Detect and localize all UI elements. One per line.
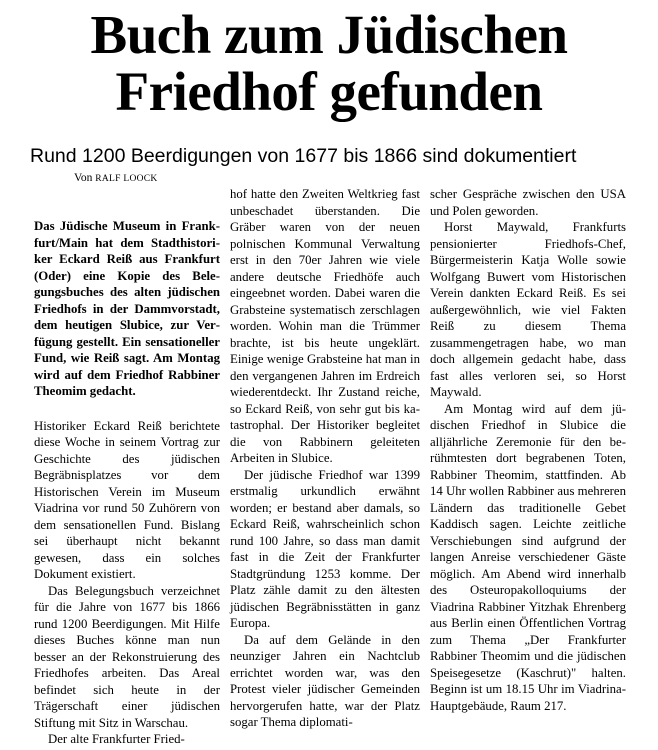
article-column-1	[34, 218, 220, 748]
body-paragraph: hof hatte den Zweiten Weltkrieg fast unbeschadet überstanden. Die Gräber waren von der neuen polnischen Kommunal Verwaltung erst in den 70er Jahren wie viele andere deutsche Friedhöfe auch eingeebnet worden. Dabei waren die Grabsteine systematisch zerschlagen worden. Wohin man die Trümmer brachte, ist bis heute ungeklärt. Einige wenige Grabsteine hat man in den vergangenen Jahren im Erdreich wiederentdeckt. Ihr Zustand reiche, so Eckard Reiß, von sehr gut bis katastrophal. Der Historiker begleitet die von Rabbinern geleiteten Arbeiten in Slubice.	[230, 187, 420, 465]
body-paragraph: Da auf dem Gelände in den neunziger Jahren ein Nachtclub errichtet worden war, was den Protest vieler jüdischer Gemeinden hervorgerufen hatte, war der Platz sogar Thema diplomati-	[230, 632, 420, 729]
article-column-2	[230, 186, 420, 731]
body-paragraph: Am Montag wird auf dem jüdischen Friedhof in Slubice die alljährliche Zeremonie für den berühmtesten dort begrabenen Toten, Rabbiner Theomim, stattfinden. Ab 14 Uhr wollen Rabbiner aus mehreren Ländern das traditionelle Gebet Kaddisch sagen. Leichte zeitliche Verschiebungen sind aufgrund der langen Anreise verschiedener Gäste möglich. Am Abend wird innerhalb des Osteuropakolloquiums der Viadrina Rabbiner Yitzhak Ehrenberg aus Berlin einen Öffentlichen Vortrag zum Thema „Der Frankfurter Rabbiner Theomim und die jüdischen Speisegesetze (Kaschrut)" halten. Beginn ist um 18.15 Uhr im Viadrina-Hauptgebäude, Raum 217.	[430, 401, 626, 713]
body-paragraph: Horst Maywald, Frankfurts pensionierter Friedhofs-Chef, Bürgermeisterin Katja Wolle sowie Wolfgang Buwert vom Historischen Verein dankten Eckard Reiß. Es sei außergewöhnlich, wie viel Fakten Reiß zu diesem Thema zusammengetragen habe, wo man doch allgemein gedacht habe, dass fast alles verloren sei, so Horst Maywald.	[430, 220, 626, 399]
body-paragraph: Der alte Frankfurter Fried-	[48, 732, 185, 746]
headline-line-2: Friedhof gefunden	[115, 61, 543, 122]
lead-paragraph: Das Jüdische Museum in Frankfurt/Main hat dem Stadthistoriker Eckard Reiß aus Frankfurt (Oder) eine Kopie des Belegungsbuches des alten jüdischen Friedhofs in der Dammvorstadt, dem heutigen Slubice, zur Verfügung gestellt. Ein sensationeller Fund, wie Reiß sagt. Am Montag wird auf dem Friedhof Rabbiner Theomim gedacht.	[34, 219, 220, 398]
body-paragraph: scher Gespräche zwischen den USA und Polen geworden.	[430, 187, 626, 218]
byline-author: RALF LOOCK	[95, 174, 158, 184]
byline	[74, 171, 158, 186]
byline-prefix: Von	[74, 172, 93, 184]
body-paragraph: Der jüdische Friedhof war 1399 erstmalig urkundlich erwähnt worden; er bestand aber damals, so Eckard Reiß, wahrscheinlich schon rund 100 Jahre, so dass man damit fast in die Zeit der Frankfurter Stadtgründung 1253 komme. Der Platz zähle damit zu den ältesten jüdischen Begräbnisstätten in ganz Europa.	[230, 467, 420, 630]
headline-line-1: Buch zum Jüdischen	[90, 4, 568, 65]
headline	[0, 6, 658, 120]
body-paragraph: Historiker Eckard Reiß berichtete diese Woche in seinem Vortrag zur Geschichte des jüdischen Begräbnisplatzes vor dem Historischen Verein im Museum Viadrina vor rund 50 Zuhörern von dem sensationellen Fund. Bislang sei überhaupt nicht bekannt gewesen, dass ein solches Dokument existiert.	[34, 418, 220, 581]
body-paragraph: Das Belegungsbuch verzeichnet für die Jahre von 1677 bis 1866 rund 1200 Beerdigungen. Mit Hilfe dieses Buches könne man nun besser an der Rekonstruierung des Friedhofes arbeiten. Das Areal befindet sich heute in der Trägerschaft einer jüdischen Stiftung mit Sitz in Warschau.	[34, 583, 220, 730]
article-column-3	[430, 186, 626, 714]
subtitle: Rund 1200 Beerdigungen von 1677 bis 1866 sind dokumentiert	[30, 145, 577, 167]
